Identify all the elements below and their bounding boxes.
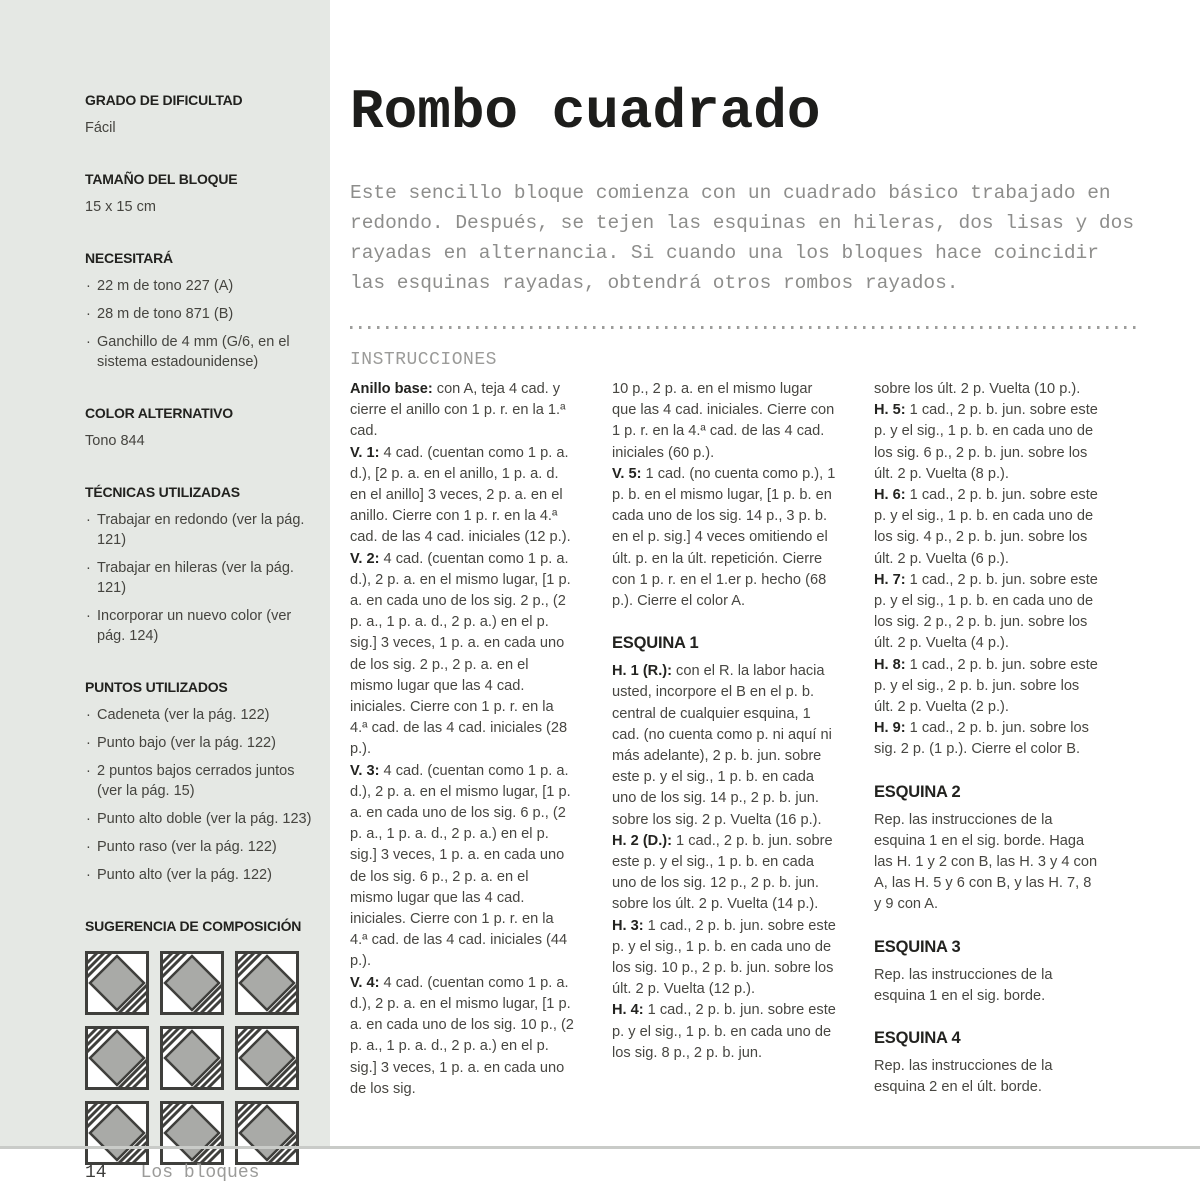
instruction-column — [350, 379, 574, 1100]
main-content — [350, 0, 1142, 1100]
instruction-column — [874, 379, 1102, 1100]
composition-grid — [85, 951, 312, 1165]
intro-paragraph: Este sencillo bloque comienza con un cuadrado básico trabajado en redondo. Después, se tejen las esquinas en hileras, dos lisas y dos rayadas en alternancia. Si cuando una los bloques hace coincidir las esquinas rayadas, obtendrá otros rombos rayados. — [350, 182, 1135, 294]
footer-divider — [0, 1146, 1200, 1149]
instruction-lead: H. 6: — [874, 487, 906, 504]
instruction-paragraph: 10 p., 2 p. a. en el mismo lugar que las 4 cad. iniciales. Cierre con 1 p. r. en la 4.ª cad. de las 4 cad. iniciales (60 p.). — [612, 381, 835, 461]
sidebar-list-item: · Punto bajo (ver la pág. 122) — [85, 733, 312, 753]
instruction-paragraph: H. 1 (R.): con el R. la labor hacia usted, incorpore el B en el p. b. central de cualquier esquina, 1 cad. (no cuenta como p. ni aquí ni más adelante), 2 p. b. jun. sobre este p. y el sig., 1 p. b. en cada uno de los sig. 14 p., 2 p. b. jun. sobre los sig. 2 p. Vuelta (16 p.). — [612, 663, 832, 828]
block-tile-image — [85, 1026, 149, 1090]
sidebar-list-item: · Punto alto doble (ver la pág. 123) — [85, 809, 312, 829]
instruction-lead: H. 9: — [874, 720, 906, 737]
sidebar-section-heading: COLOR ALTERNATIVO — [85, 405, 233, 421]
page-title: Rombo cuadrado — [350, 80, 821, 144]
instruction-paragraph: H. 3: 1 cad., 2 p. b. jun. sobre este p. y el sig., 1 p. b. en cada uno de los sig. 10 p., 2 p. b. jun. sobre los últ. 2 p. Vuelta (12 p.). — [612, 917, 836, 998]
sidebar-section — [85, 250, 312, 372]
instruction-paragraph: H. 9: 1 cad., 2 p. b. jun. sobre los sig. 2 p. (1 p.). Cierre el color B. — [874, 720, 1089, 758]
sidebar-list-item: · Cadeneta (ver la pág. 122) — [85, 705, 312, 725]
sidebar-list-item: Fácil — [85, 120, 116, 136]
dotted-divider — [350, 326, 1136, 329]
block-tile-image — [160, 1101, 224, 1165]
instruction-lead: H. 3: — [612, 917, 644, 934]
sidebar-list-item: · Ganchillo de 4 mm (G/6, en el sistema estadounidense) — [85, 332, 312, 372]
instruction-paragraph: Anillo base: con A, teja 4 cad. y cierre el anillo con 1 p. r. en la 1.ª cad. — [350, 381, 566, 440]
block-tile-image — [85, 951, 149, 1015]
sidebar-list-item: · Trabajar en redondo (ver la pág. 121) — [85, 510, 312, 550]
instruction-paragraph: H. 4: 1 cad., 2 p. b. jun. sobre este p. y el sig., 1 p. b. en cada uno de los sig. 8 p., 2 p. b. jun. — [612, 1002, 836, 1061]
instruction-paragraph: Rep. las instrucciones de la esquina 1 en el sig. borde. Haga las H. 1 y 2 con B, las H. 3 y 4 con A, las H. 5 y 6 con B, y las H. 7, 8 y 9 con A. — [874, 811, 1098, 913]
instruction-paragraph: H. 7: 1 cad., 2 p. b. jun. sobre este p. y el sig., 1 p. b. en cada uno de los sig. 2 p., 2 p. b. jun. sobre los últ. 2 p. Vuelta (4 p.). — [874, 571, 1098, 652]
instruction-paragraph: H. 8: 1 cad., 2 p. b. jun. sobre este p. y el sig., 2 p. b. jun. sobre los últ. 2 p. Vuelta (2 p.). — [874, 656, 1098, 716]
sidebar-list-item: · 22 m de tono 227 (A) — [85, 276, 312, 296]
footer-section-title: Los bloques — [140, 1163, 260, 1183]
sidebar-section-heading: TÉCNICAS UTILIZADAS — [85, 484, 240, 500]
instruction-paragraph: H. 2 (D.): 1 cad., 2 p. b. jun. sobre este p. y el sig., 1 p. b. en cada uno de los sig. 12 p., 2 p. b. jun. sobre los últ. 2 p. Vuelta (14 p.). — [612, 832, 833, 913]
block-tile-image — [235, 951, 299, 1015]
corner-heading: ESQUINA 2 — [874, 782, 961, 801]
sidebar-list-item: · Trabajar en hileras (ver la pág. 121) — [85, 558, 312, 598]
sidebar-section — [85, 92, 312, 138]
instruction-lead: H. 2 (D.): — [612, 832, 672, 849]
instruction-lead: H. 1 (R.): — [612, 663, 672, 680]
footer — [85, 1163, 259, 1183]
block-tile-image — [160, 1026, 224, 1090]
sidebar-list-item: · Incorporar un nuevo color (ver pág. 124) — [85, 606, 312, 646]
block-tile-image — [235, 1026, 299, 1090]
sidebar-section-composition — [85, 918, 312, 1165]
instruction-paragraph: sobre los últ. 2 p. Vuelta (10 p.). — [874, 381, 1081, 397]
instruction-paragraph: V. 5: 1 cad. (no cuenta como p.), 1 p. b. en el mismo lugar, [1 p. b. en cada uno de los sig. 14 p., 3 p. b. en el p. sig.] 4 veces omitiendo el últ. p. en la últ. repetición. Cierre con 1 p. r. en el 1.er p. hecho (68 p.). Cierre el color A. — [612, 465, 836, 610]
sidebar-section-heading: NECESITARÁ — [85, 250, 173, 266]
instruction-paragraph: V. 1: 4 cad. (cuentan como 1 p. a. d.), [2 p. a. en el anillo, 1 p. a. d. en el anillo] 3 veces, 2 p. a. en el anillo. Cierre con 1 p. r. en la 4.ª cad. de las 4 cad. iniciales (12 p.). — [350, 444, 571, 546]
sidebar-section-heading: PUNTOS UTILIZADOS — [85, 679, 228, 695]
instruction-lead: V. 4: — [350, 974, 380, 991]
block-tile-image — [85, 1101, 149, 1165]
sidebar-list-item: · Punto raso (ver la pág. 122) — [85, 837, 312, 857]
instruction-lead: H. 5: — [874, 402, 906, 419]
instruction-lead: V. 1: — [350, 444, 380, 461]
instruction-column — [612, 379, 836, 1100]
instruction-paragraph: Rep. las instrucciones de la esquina 2 en el últ. borde. — [874, 1058, 1053, 1096]
corner-heading: ESQUINA 3 — [874, 937, 961, 956]
instruction-lead: V. 3: — [350, 762, 380, 779]
instruction-columns — [350, 379, 1142, 1100]
corner-heading: ESQUINA 4 — [874, 1029, 961, 1048]
instruction-lead: V. 2: — [350, 550, 380, 567]
instruction-lead: H. 7: — [874, 571, 906, 588]
instruction-lead: H. 4: — [612, 1002, 644, 1019]
sidebar-section — [85, 484, 312, 646]
sidebar — [0, 0, 330, 1147]
sidebar-section — [85, 405, 312, 451]
instruction-paragraph: H. 6: 1 cad., 2 p. b. jun. sobre este p. y el sig., 1 p. b. en cada uno de los sig. 4 p., 2 p. b. jun. sobre los últ. 2 p. Vuelta (6 p.). — [874, 487, 1098, 567]
page-number: 14 — [85, 1163, 107, 1183]
sidebar-list-item: 15 x 15 cm — [85, 199, 156, 215]
instruction-lead: Anillo base: — [350, 381, 433, 397]
corner-heading: ESQUINA 1 — [612, 634, 699, 653]
composition-heading: SUGERENCIA DE COMPOSICIÓN — [85, 918, 302, 934]
instructions-label: INSTRUCCIONES — [350, 350, 497, 370]
instruction-paragraph: Rep. las instrucciones de la esquina 1 en el sig. borde. — [874, 966, 1053, 1004]
instruction-lead: V. 5: — [612, 465, 642, 482]
sidebar-list-item: · Punto alto (ver la pág. 122) — [85, 865, 312, 885]
sidebar-section-heading: GRADO DE DIFICULTAD — [85, 92, 243, 108]
sidebar-section — [85, 679, 312, 885]
instruction-paragraph: H. 5: 1 cad., 2 p. b. jun. sobre este p. y el sig., 1 p. b. en cada uno de los sig. 6 p., 2 p. b. jun. sobre los últ. 2 p. Vuelta (8 p.). — [874, 402, 1098, 482]
block-tile-image — [235, 1101, 299, 1165]
instruction-paragraph: V. 4: 4 cad. (cuentan como 1 p. a. d.), 2 p. a. en el mismo lugar, [1 p. a. en cada uno de los sig. 10 p., (2 p. a., 1 p. a. d., 2 p. a.) en el p. sig.] 3 veces, 1 p. a. en cada uno de los sig. — [350, 974, 574, 1097]
sidebar-sections — [85, 92, 312, 885]
sidebar-list-item: · 2 puntos bajos cerrados juntos (ver la pág. 15) — [85, 761, 312, 801]
instruction-paragraph: V. 3: 4 cad. (cuentan como 1 p. a. d.), 2 p. a. en el mismo lugar, [1 p. a. en cada uno de los sig. 6 p., (2 p. a., 1 p. a. d., 2 p. a.) en el p. sig.] 3 veces, 1 p. a. en cada uno de los sig. 6 p., 2 p. a. en el mismo lugar que las 4 cad. iniciales. Cierre con 1 p. r. en la 4.ª cad. de las 4 cad. iniciales (44 p.). — [350, 762, 571, 970]
sidebar-section — [85, 171, 312, 217]
sidebar-section-heading: TAMAÑO DEL BLOQUE — [85, 171, 238, 187]
sidebar-list-item: Tono 844 — [85, 433, 145, 449]
sidebar-list-item: · 28 m de tono 871 (B) — [85, 304, 312, 324]
block-tile-image — [160, 951, 224, 1015]
instruction-paragraph: V. 2: 4 cad. (cuentan como 1 p. a. d.), 2 p. a. en el mismo lugar, [1 p. a. en cada uno de los sig. 2 p., (2 p. a., 1 p. a. d., 2 p. a.) en el p. sig.] 3 veces, 1 p. a. en cada uno de los sig. 2 p., 2 p. a. en el mismo lugar que las 4 cad. iniciales. Cierre con 1 p. r. en la 4.ª cad. de las 4 cad. iniciales (28 p.). — [350, 550, 571, 758]
instruction-lead: H. 8: — [874, 656, 906, 673]
